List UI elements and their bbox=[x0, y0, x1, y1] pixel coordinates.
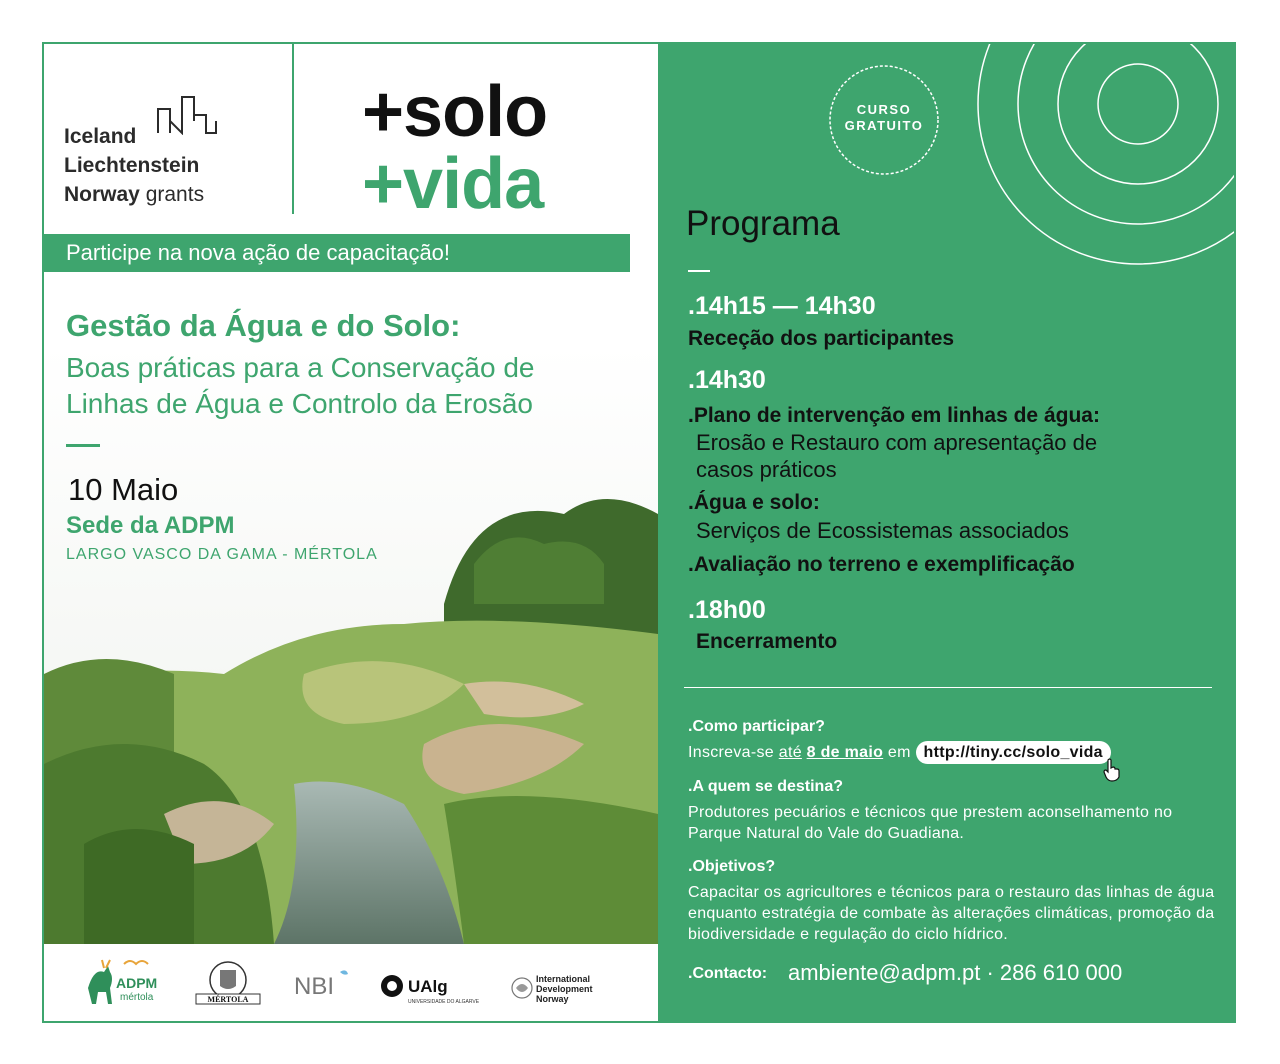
program-time-1: .14h15 — 14h30 bbox=[688, 292, 876, 320]
badge-line1: CURSO bbox=[856, 102, 912, 117]
section-divider bbox=[684, 687, 1212, 688]
concentric-circles-icon bbox=[958, 44, 1234, 284]
event-subtitle bbox=[66, 350, 646, 422]
event-date: 10 Maio bbox=[68, 472, 179, 507]
ids-norway-icon bbox=[510, 972, 606, 1006]
ids-line1: International bbox=[536, 974, 591, 984]
event-title: Gestão da Água e do Solo: bbox=[66, 308, 461, 343]
brand-line1: +solo bbox=[362, 72, 548, 152]
mertola-logo-text: MÉRTOLA bbox=[207, 995, 249, 1004]
contact-label: .Contacto: bbox=[688, 965, 768, 982]
hand-cursor-icon bbox=[1102, 758, 1122, 782]
nbi-logo-text: NBI bbox=[294, 973, 335, 1000]
program-detail-2a: Erosão e Restauro com apresentação de bbox=[696, 430, 1098, 455]
sponsor-line3 bbox=[64, 180, 204, 209]
how-answer bbox=[688, 741, 1228, 764]
sponsor-logo-text bbox=[64, 122, 204, 209]
program-desc-3: .Água e solo: bbox=[688, 491, 820, 514]
objectives-question: .Objetivos? bbox=[688, 858, 776, 875]
title-dash bbox=[66, 444, 100, 447]
mertola-crest-icon bbox=[190, 960, 266, 1006]
brand-line2: +vida bbox=[362, 144, 544, 224]
header-divider bbox=[292, 44, 294, 214]
adpm-deer-icon bbox=[80, 958, 160, 1010]
program-desc-1: Receção dos participantes bbox=[688, 327, 955, 350]
ualg-logo-text: UAlg bbox=[408, 977, 448, 996]
program-time-2: .14h30 bbox=[688, 366, 766, 394]
nbi-logo bbox=[294, 968, 354, 1009]
who-answer: Produtores pecuários e técnicos que prestem aconselhamento no Parque Natural do Vale do Guadiana. bbox=[688, 804, 1173, 842]
left-panel bbox=[44, 44, 658, 1021]
who-question: .A quem se destina? bbox=[688, 778, 843, 795]
badge-line2: GRATUITO bbox=[844, 118, 924, 133]
program-desc-2: .Plano de intervenção em linhas de água: bbox=[688, 404, 1100, 427]
how-in: em bbox=[887, 744, 911, 761]
event-address: LARGO VASCO DA GAMA - MÉRTOLA bbox=[66, 546, 378, 563]
contact-info[interactable]: ambiente@adpm.pt · 286 610 000 bbox=[788, 960, 1123, 985]
adpm-logo bbox=[80, 958, 160, 1015]
program-dash bbox=[688, 270, 710, 272]
program-detail-3a: Serviços de Ecossistemas associados bbox=[696, 518, 1069, 543]
program-detail-2b: casos práticos bbox=[696, 457, 837, 482]
ids-norway-logo bbox=[510, 972, 606, 1011]
cta-banner: Participe na nova ação de capacitação! bbox=[44, 234, 630, 272]
landscape-photo bbox=[44, 344, 658, 944]
mertola-logo bbox=[190, 960, 266, 1011]
adpm-logo-text: ADPM bbox=[116, 975, 158, 991]
sponsor-line1: Iceland bbox=[64, 125, 137, 148]
registration-link[interactable]: http://tiny.cc/solo_vida bbox=[916, 741, 1111, 764]
event-subtitle-line1: Boas práticas para a Conservação de bbox=[66, 352, 535, 383]
right-panel bbox=[658, 44, 1234, 1021]
ualg-logo-sub: UNIVERSIDADE DO ALGARVE bbox=[408, 999, 480, 1005]
how-question: .Como participar? bbox=[688, 718, 825, 735]
program-desc-4: .Avaliação no terreno e exemplificação bbox=[688, 553, 1075, 576]
sponsor-line2: Liechtenstein bbox=[64, 154, 200, 177]
how-until: até bbox=[778, 744, 802, 761]
program-time-3: .18h00 bbox=[688, 596, 766, 624]
how-prefix: Inscreva-se bbox=[688, 744, 774, 761]
adpm-logo-sub: mértola bbox=[120, 992, 154, 1003]
partner-logos bbox=[44, 944, 658, 1021]
sponsor-line3-rest: grants bbox=[145, 183, 205, 206]
ualg-logo-icon bbox=[380, 972, 480, 1008]
event-venue: Sede da ADPM bbox=[66, 512, 235, 539]
free-course-badge bbox=[824, 102, 944, 134]
ualg-logo bbox=[380, 972, 480, 1013]
eea-grants-logo-icon bbox=[156, 95, 218, 135]
sponsor-line3-bold: Norway bbox=[64, 183, 140, 206]
nbi-logo-icon bbox=[294, 968, 354, 1004]
objectives-answer: Capacitar os agricultores e técnicos para o restauro das linhas de água enquanto estratégia de combate às alterações climáticas, promoção da biodiversidade e regulação do ciclo hídrico. bbox=[688, 884, 1215, 943]
event-subtitle-line2: Linhas de Água e Controlo da Erosão bbox=[66, 388, 533, 419]
how-date: 8 de maio bbox=[806, 744, 884, 761]
program-title: Programa bbox=[686, 204, 840, 243]
ids-line2: Development bbox=[536, 984, 593, 994]
program-desc-5: Encerramento bbox=[696, 630, 838, 653]
ids-line3: Norway bbox=[536, 994, 569, 1004]
